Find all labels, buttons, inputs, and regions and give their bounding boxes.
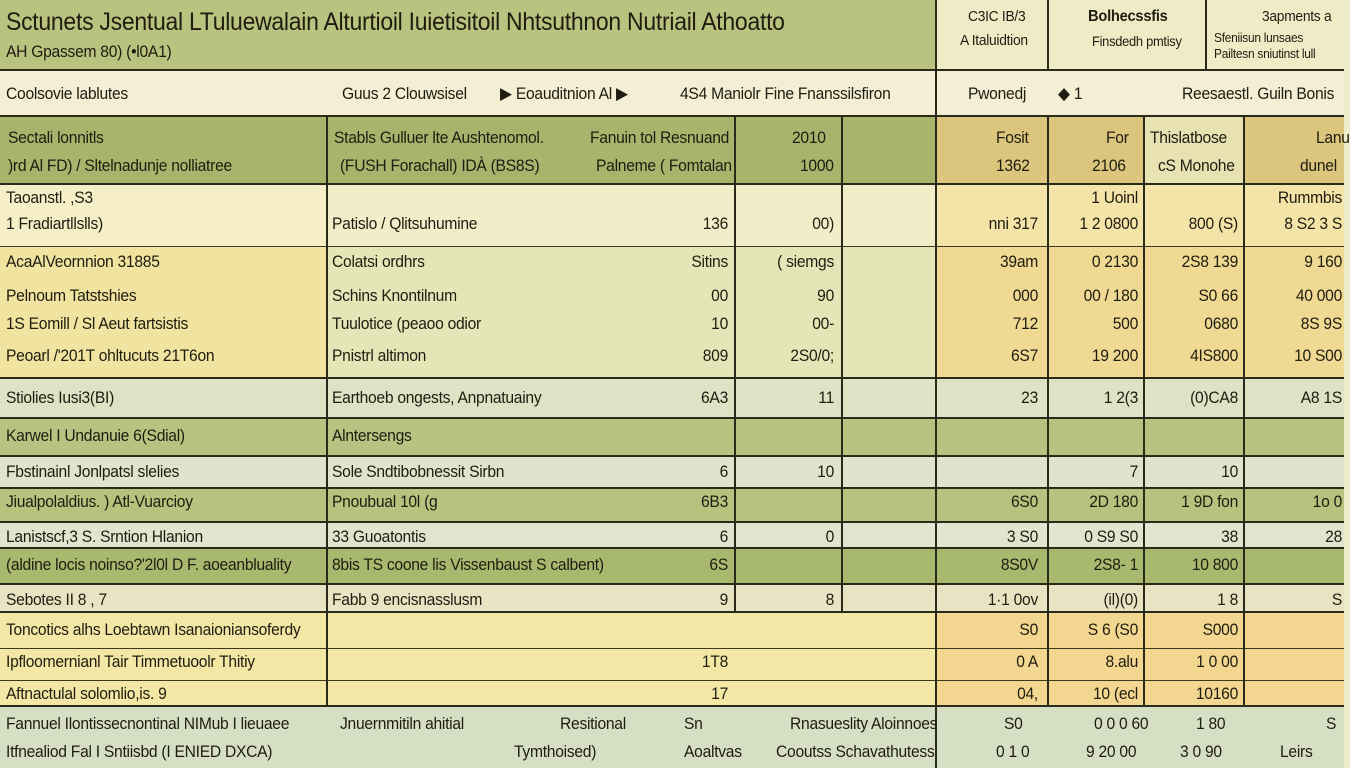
footer-f1-line1: Fannuel Ilontissecnontinal NIMub I lieuaee (6, 714, 290, 733)
cell-r3-g: S0 66 (1198, 286, 1238, 305)
col-divider (1205, 0, 1207, 70)
cell-r7-b: Alntersengs (332, 426, 412, 445)
footer-f5-line1: Rnasueslity Aloinnoes (790, 714, 938, 733)
cell-r5-a: Peoarl /'201T ohltucuts 21T6on (6, 346, 215, 365)
cell-r8-g: 10 (1221, 462, 1238, 481)
cell-r12-g: 1 8 (1217, 590, 1238, 609)
cell-r3-b: Schins Knontilnum (332, 286, 457, 305)
cell-r5-h: 10 S00 (1294, 346, 1342, 365)
cell-r3-e: 000 (1012, 286, 1038, 305)
footer-f7-line2: 9 20 00 (1086, 742, 1137, 761)
cell-r8-d: 10 (817, 462, 834, 481)
cell-r5-e: 6S7 (1010, 346, 1038, 365)
cell-r3-d: 90 (817, 286, 834, 305)
page-title: Sctunets Jsentual LTuluewalain Alturtioil Iuietisitoil Nhtsuthnon Nutriail Athoatto (6, 8, 785, 36)
footer-f8-line2: 3 0 90 (1180, 742, 1222, 761)
cell-r8-a: Fbstinainl Jonlpatsl slelies (6, 462, 180, 481)
colhead-c5-line2: 1362 (996, 156, 1030, 175)
cell-r6-b: Earthoeb ongests, Anpnatuainy (332, 388, 542, 407)
cell-r13-f: S 6 (S0 (1087, 620, 1138, 639)
header-col2-line2: Finsdedh pmtisy (1092, 33, 1182, 49)
cell-r14-c: 1T8 (701, 652, 728, 671)
cell-r11-b: 8bis TS coone lis Vissenbaust S calbent) (332, 555, 604, 574)
cell-r15-c: 17 (711, 684, 728, 703)
colhead-c7-line2: cS Monohe (1158, 156, 1235, 175)
footer-f9-line1: S (1326, 714, 1337, 733)
header-col3-line1: 3apments a (1262, 8, 1332, 25)
colhead-c6-line1: For (1106, 128, 1129, 147)
cell-r6-g: (0)CA8 (1190, 388, 1238, 407)
subheader-band (0, 70, 1344, 116)
cell-r2-f: 0 2130 (1091, 252, 1138, 271)
header-col1-line2: A Italuidtion (960, 32, 1028, 49)
colhead-c8-line2: dunel (1300, 156, 1337, 175)
subheader-mid1: Guus 2 Clouwsisel (342, 84, 467, 103)
cell-r9-f: 2D 180 (1089, 492, 1138, 511)
footer-f6-line1: S0 (1004, 714, 1023, 733)
cell-r12-f: (il)(0) (1103, 590, 1138, 609)
subheader-left: Coolsovie lablutes (6, 84, 128, 103)
cell-r9-c: 6B3 (700, 492, 728, 511)
subheader-right1: Pwonedj (968, 84, 1027, 103)
cell-r4-b: Tuulotice (peaoo odior (332, 314, 481, 333)
cell-r14-f: 8.alu (1105, 652, 1138, 671)
colhead-c1-line2: )rd Al FD) / Sltelnadunje nolliatree (8, 156, 232, 175)
cell-r14-g: 1 0 00 (1196, 652, 1238, 671)
cell-r11-f: 2S8- 1 (1093, 555, 1138, 574)
subheader-mid2: ▶ Eoauditnion Al ▶ (500, 84, 628, 103)
cell-r3-h: 40 000 (1295, 286, 1342, 305)
colhead-c5-line1: Fosit (996, 128, 1029, 147)
footer-f8-line1: 1 80 (1196, 714, 1226, 733)
colhead-c6-line2: 2106 (1092, 156, 1126, 175)
cell-r13-a: Toncotics alhs Loebtawn Isanaioniansoferdy (6, 620, 301, 639)
cell-r10-a: Lanistscf,3 S. Srntion Hlanion (6, 527, 203, 546)
cell-r1-f-line1: 1 Uoinl (1091, 188, 1138, 207)
cell-r1-d: 00) (812, 214, 834, 233)
cell-r10-c: 6 (719, 527, 728, 546)
footer-f2-line2: Tymthoised) (514, 742, 597, 761)
cell-r14-e: 0 A (1016, 652, 1038, 671)
cell-r2-b: Colatsi ordhrs (332, 252, 425, 271)
cell-r2-e: 39am (999, 252, 1038, 271)
cell-r3-c: 00 (711, 286, 728, 305)
cell-r4-d: 00- (812, 314, 834, 333)
footer-f3-line2: Aoaltvas (684, 742, 742, 761)
footer-f1-line2: Itfnealiod Fal I Sntiisbd (I ENIED DXCA) (6, 742, 273, 761)
cell-r6-c: 6A3 (700, 388, 728, 407)
cell-r12-b: Fabb 9 encisnasslusm (332, 590, 483, 609)
cell-r3-a: Pelnoum Tatstshies (6, 286, 137, 305)
cell-r8-f: 7 (1129, 462, 1138, 481)
col-divider (1143, 116, 1145, 706)
cell-r5-g: 4IS800 (1190, 346, 1238, 365)
cell-r2-c: Sitins (691, 252, 728, 271)
subheader-right3: Reesaestl. Guiln Bonis (1182, 84, 1335, 103)
cell-r2-h: 9 160 (1304, 252, 1342, 271)
colhead-c2-line2: (FUSH Forachall) IDÀ (BS8S) (340, 156, 540, 175)
footer-f7-line1: 0 0 0 60 (1094, 714, 1149, 733)
header-col3-line3: Pailtesn sniutinst lull (1214, 46, 1316, 61)
cell-r11-e: 8S0V (1000, 555, 1038, 574)
footer-f4-line2: Cooutss Schavathutess (776, 742, 935, 761)
cell-r1-a-line2: 1 Fradiartllslls) (6, 214, 103, 233)
cell-r12-e: 1·1 0ov (987, 590, 1038, 609)
rule (0, 69, 1344, 71)
cell-r10-b: 33 Guoatontis (332, 527, 426, 546)
cell-r15-g: 10160 (1195, 684, 1238, 703)
col-divider (734, 116, 736, 612)
footer-f3-line1: Resitional (560, 714, 626, 733)
cell-r6-d: 11 (818, 388, 834, 407)
cell-r1-g: 800 (S) (1188, 214, 1238, 233)
colhead-c2-line1: Stabls Gulluer lte Aushtenomol. (334, 128, 544, 147)
col-divider (326, 116, 328, 706)
col-divider (935, 0, 937, 768)
cell-r2-a: AcaAlVeornnion 31885 (6, 252, 160, 271)
cell-r14-a: Ipfloomernianl Tair Timmetuoolr Thitiy (6, 652, 255, 671)
subheader-right2: ◆ 1 (1058, 84, 1083, 103)
cell-r9-h: 1o 0 (1312, 492, 1342, 511)
col-divider (1047, 0, 1049, 70)
header-col2-line1: Bolhecssfis (1088, 8, 1168, 25)
cell-r11-a: (aldine locis noinso?'2l0l D F. aoeanbluality (6, 555, 292, 574)
cell-r1-f-line2: 1 2 0800 (1079, 214, 1138, 233)
cell-r10-h: 28 (1325, 527, 1342, 546)
cell-r12-h: S (1331, 590, 1342, 609)
cell-r7-a: Karwel I Undanuie 6(Sdial) (6, 426, 185, 445)
cell-r1-h-line1: Rummbis (1277, 188, 1342, 207)
cell-r10-g: 38 (1221, 527, 1238, 546)
cell-r12-a: Sebotes II 8 , 7 (6, 590, 107, 609)
cell-r6-e: 23 (1021, 388, 1038, 407)
cell-r15-e: 04, (1017, 684, 1038, 703)
colhead-c4-line1: 2010 (792, 128, 826, 147)
footer-f4-line1: Sn (684, 714, 703, 733)
cell-r5-d: 2S0/0; (790, 346, 834, 365)
cell-r6-a: Stiolies Iusi3(BI) (6, 388, 115, 407)
cell-r2-g: 2S8 139 (1181, 252, 1238, 271)
cell-r9-b: Pnoubual 10l (g (332, 492, 438, 511)
cell-r4-c: 10 (711, 314, 728, 333)
subheader-mid3: 4S4 Maniolr Fine Fnanssilsfiron (680, 84, 891, 103)
cell-r5-c: 809 (702, 346, 728, 365)
cell-r12-d: 8 (825, 590, 834, 609)
cell-r4-a: 1S Eomill / Sl Aeut fartsistis (6, 314, 189, 333)
colhead-c4-line2: 1000 (800, 156, 834, 175)
colhead-c7-line1: Thislatbose (1150, 128, 1227, 147)
page-subtitle: AH Gpassem 80) (•l0A1) (6, 42, 172, 61)
colhead-c1-line1: Sectali lonnitls (8, 128, 104, 147)
cell-r1-b: Patislo / Qlitsuhumine (332, 214, 478, 233)
col-divider (1243, 116, 1245, 706)
colhead-c3-line2: Palneme ( Fomtalan (596, 156, 732, 175)
cell-r4-f: 500 (1112, 314, 1138, 333)
cell-r13-e: S0 (1019, 620, 1038, 639)
cell-r6-f: 1 2(3 (1103, 388, 1138, 407)
cell-r9-g: 1 9D fon (1181, 492, 1238, 511)
cell-r4-h: 8S 9S (1300, 314, 1342, 333)
col-divider (841, 116, 843, 612)
header-col3-line2: Sfeniisun lunsaes (1214, 30, 1304, 45)
cell-r10-f: 0 S9 S0 (1084, 527, 1138, 546)
cell-r6-h: A8 1S (1300, 388, 1342, 407)
cell-r8-b: Sole Sndtibobnessit Sirbn (332, 462, 505, 481)
cell-r15-a: Aftnactulal solomlio,is. 9 (6, 684, 167, 703)
footer-f2-line1: Jnuernmitiln ahitial (340, 714, 465, 733)
cell-r1-h-line2: 8 S2 3 S (1284, 214, 1342, 233)
cell-r10-e: 3 S0 (1006, 527, 1038, 546)
colhead-c8-line1: Lanu (1316, 128, 1350, 147)
header-col1-line1: C3IC IB/3 (968, 8, 1026, 25)
cell-r13-g: S000 (1202, 620, 1238, 639)
cell-r5-b: Pnistrl altimon (332, 346, 427, 365)
cell-r10-d: 0 (825, 527, 834, 546)
cell-r1-e: nni 317 (988, 214, 1038, 233)
cell-r1-c: 136 (702, 214, 728, 233)
cell-r9-e: 6S0 (1010, 492, 1038, 511)
cell-r4-e: 712 (1012, 314, 1038, 333)
cell-r15-f: 10 (ecl (1092, 684, 1138, 703)
cell-r3-f: 00 / 180 (1083, 286, 1138, 305)
col-divider (1047, 116, 1049, 706)
cell-r9-a: Jiualpolaldius. ) Atl-Vuarcioy (6, 492, 193, 511)
cell-r1-a-line1: Taoanstl. ,S3 (6, 188, 93, 207)
footer-f9-line2: Leirs (1280, 742, 1313, 761)
footer-f6-line2: 0 1 0 (996, 742, 1030, 761)
colhead-c3-line1: Fanuin tol Resnuand (590, 128, 730, 147)
cell-r2-d: ( siemgs (777, 252, 834, 271)
cell-r11-c: 6S (709, 555, 728, 574)
cell-r11-g: 10 800 (1191, 555, 1238, 574)
cell-r8-c: 6 (719, 462, 728, 481)
cell-r12-c: 9 (719, 590, 728, 609)
cell-r4-g: 0680 (1204, 314, 1238, 333)
cell-r5-f: 19 200 (1091, 346, 1138, 365)
